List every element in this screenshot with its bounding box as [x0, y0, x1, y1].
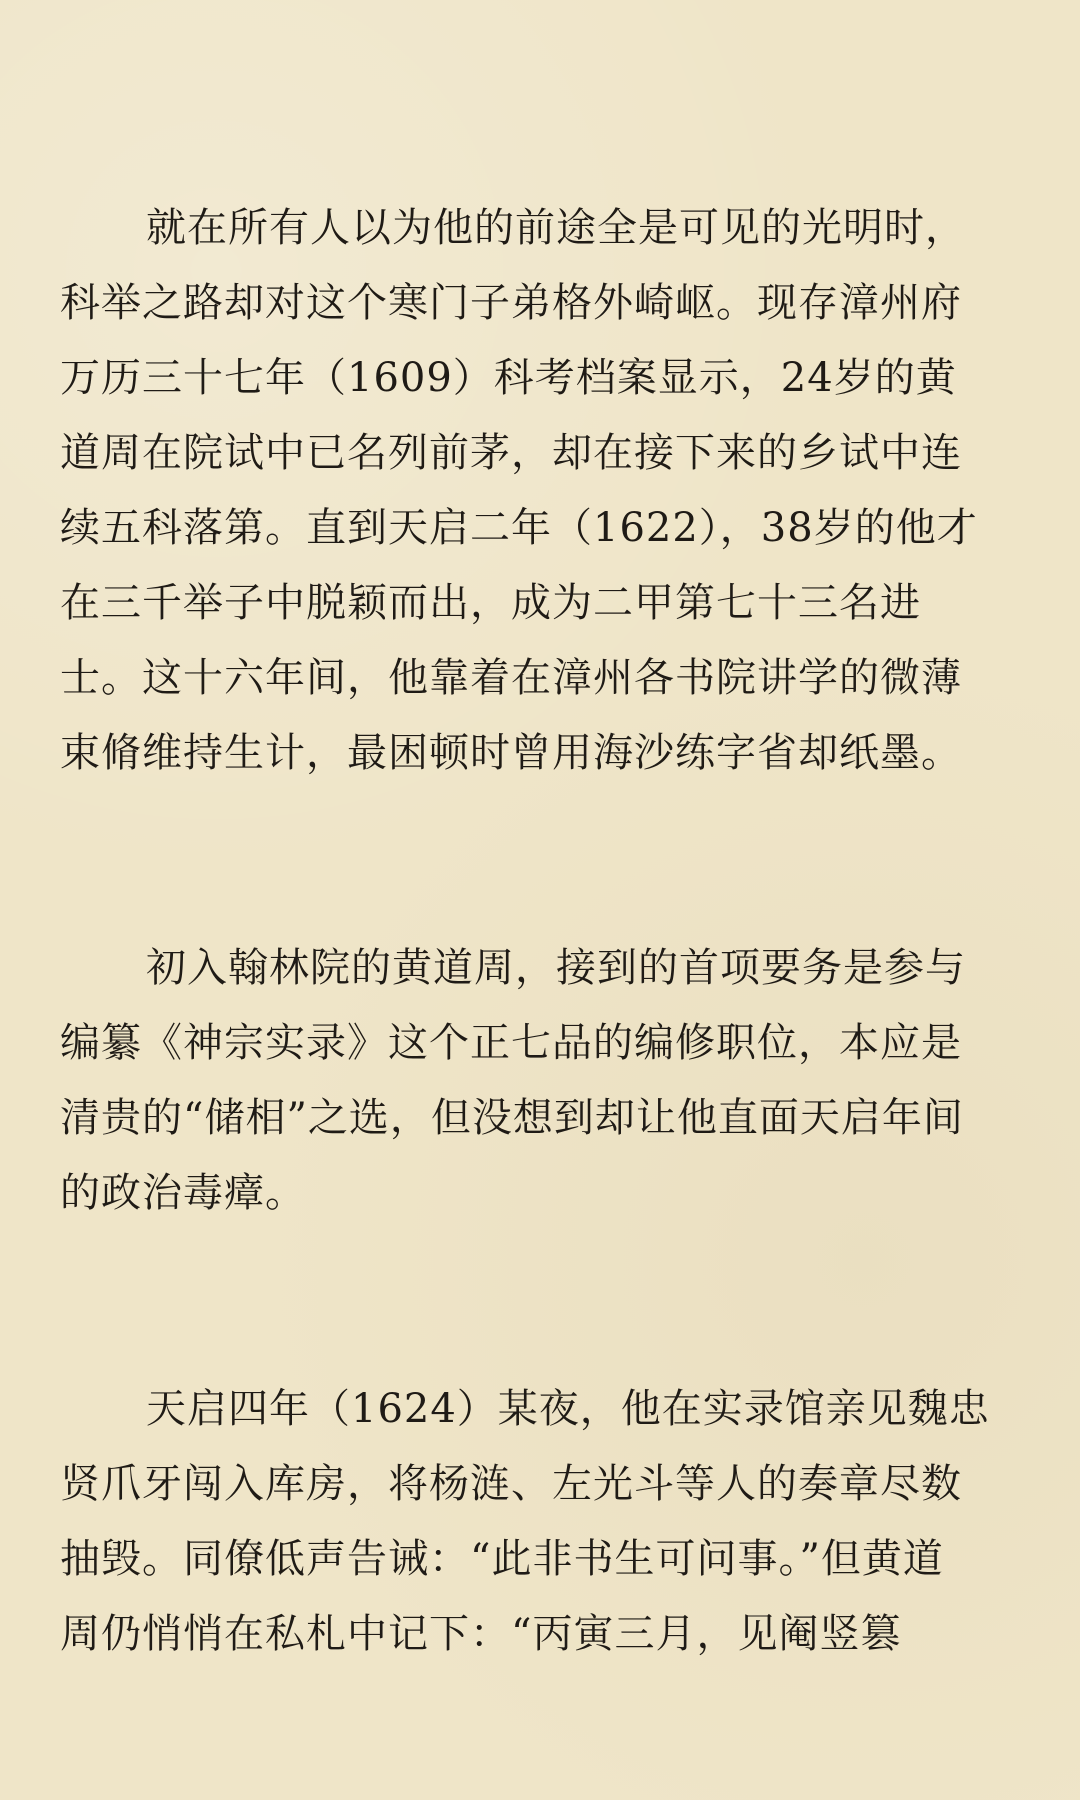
- paragraph-line: 续五科落第。直到天启二年（1622），38岁的他才: [60, 505, 978, 551]
- paragraph-3: [60, 1372, 1020, 1672]
- paragraph-line: 抽毁。同僚低声告诫：“此非书生可问事。”但黄道: [60, 1536, 944, 1582]
- paragraph-line: 在三千举子中脱颖而出，成为二甲第七十三名进: [60, 580, 921, 626]
- paragraph-line: 清贵的“储相”之选，但没想到却让他直面天启年间: [60, 1095, 964, 1141]
- paragraph-line: 贤爪牙闯入库房，将杨涟、左光斗等人的奏章尽数: [60, 1461, 962, 1507]
- paragraph-line: 万历三十七年（1609）科考档案显示，24岁的黄: [60, 355, 957, 401]
- paragraph-line: 的政治毒瘴。: [60, 1170, 306, 1216]
- paragraph-line: 初入翰林院的黄道周，接到的首项要务是参与: [146, 945, 966, 991]
- paragraph-line: 编纂《神宗实录》这个正七品的编修职位，本应是: [60, 1020, 962, 1066]
- paragraph-line: 束脩维持生计，最困顿时曾用海沙练字省却纸墨。: [60, 730, 962, 776]
- paragraph-line: 科举之路却对这个寒门子弟格外崎岖。现存漳州府: [60, 280, 962, 326]
- paragraph-1: [60, 191, 1020, 791]
- paragraph-line: 周仍悄悄在私札中记下：“丙寅三月，见阉竖篡: [60, 1611, 902, 1657]
- paragraph-line: 士。这十六年间，他靠着在漳州各书院讲学的微薄: [60, 655, 962, 701]
- paragraph-line: 就在所有人以为他的前途全是可见的光明时，: [146, 205, 966, 251]
- paragraph-line: 道周在院试中已名列前茅，却在接下来的乡试中连: [60, 430, 962, 476]
- paragraph-line: 天启四年（1624）某夜，他在实录馆亲见魏忠: [146, 1386, 990, 1432]
- paragraph-2: [60, 931, 1020, 1231]
